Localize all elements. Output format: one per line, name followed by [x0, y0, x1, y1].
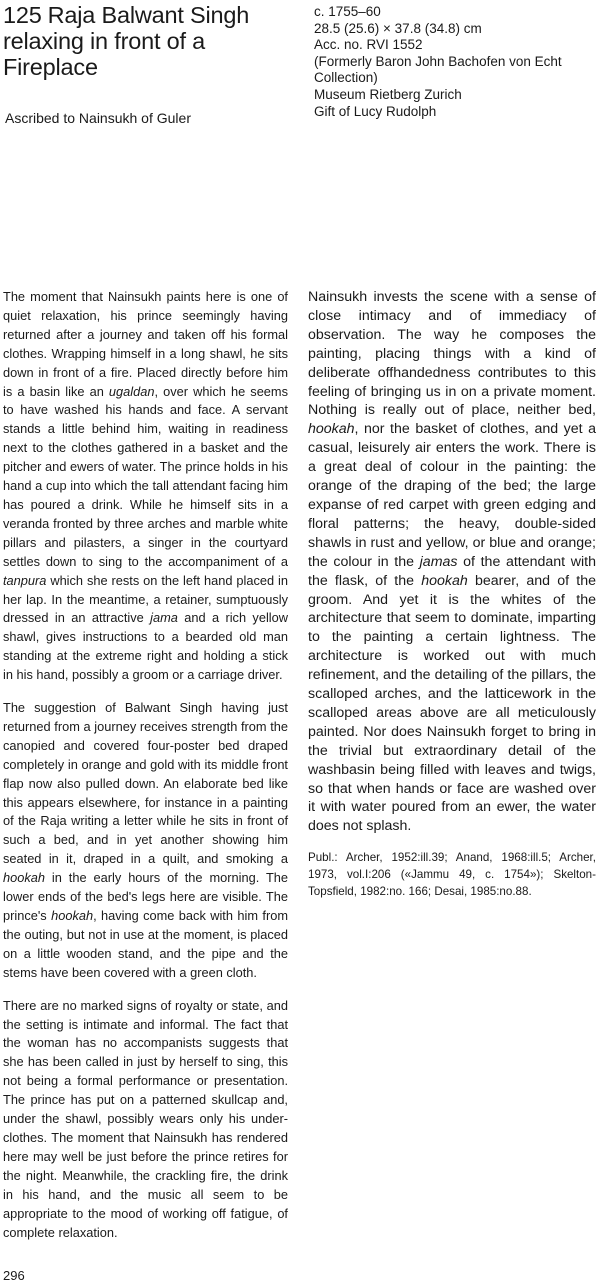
meta-provenance-2: Collection) [314, 70, 378, 86]
page-number: 296 [3, 1268, 25, 1283]
title-line-3: Fireplace [3, 54, 98, 80]
catalogue-metadata [314, 4, 594, 120]
title-line-2: relaxing in front of a [3, 28, 205, 54]
meta-gift: Gift of Lucy Rudolph [314, 103, 437, 119]
paragraph-3: There are no marked signs of royalty or state, and the setting is intimate and informal. The fact that the woman has no accompanists suggests that she has been called in just by herself to sing, this not being a formal performance or presentation. The prince has put on a patterned skullcap and, under the shawl, possibly wears only his under-clothes. The moment that Nainsukh has rendered here may well be just before the prince retires for the night. Meanwhile, the crackling fire, the drink in his hand, and the music all seem to be appropriate to the mood of working off fatigue, of complete relaxation. [3, 997, 288, 1240]
paragraph-4: Nainsukh invests the scene with a sense of close intimacy and of immediacy of observation. The way he composes the painting, placing things with a kind of deliberate offhandedness contributes to this feeling of bringing us in on a private moment. Nothing is really out of place, neither bed, hookah, nor the basket of clothes, and yet a casual, leisurely air enters the work. There is a great deal of colour in the painting: the orange of the draping of the bed; the large expanse of red carpet with green edging and floral patterns; the heavy, double-sided shawls in rust and yellow, or blue and orange; the colour in the jamas of the attendant with the flask, of the hookah bearer, and of the groom. And yet it is the whites of the architecture that seem to dominate, imparting to the painting a certain lightness. The architecture is worked out with much refinement, and the detailing of the pillars, the scalloped arches, and the latticework in the scalloped areas above are all meticulously painted. Nor does Nainsukh forget to bring in the trivial but extraordinary detail of the washbasin being filled with leaves and twigs, so that when hands or face are washed over it with water poured from an ewer, the water does not splash. [308, 289, 596, 835]
paragraph-1: The moment that Nainsukh paints here is one of quiet relaxation, his prince seemingly having returned after a journey and taken off his formal clothes. Wrapping himself in a long shawl, he sits down in front of a fire. Placed directly before him is a basin like an ugaldan, over which he seems to have washed his hands and face. A servant stands a little behind him, waiting in readiness next to the clothes gathered in a basket and the pitcher and ewers of water. The prince holds in his hand a cup into which the tall attendant facing him has poured a drink. While he himself sits in a veranda fronted by three arches and marble white pillars and pilasters, a singer in the courtyard settles down to sing to the accompaniment of a tanpura which she rests on the left hand placed in her lap. In the meantime, a retainer, sumptuously dressed in an attractive jama and a rich yellow shawl, gives instructions to a bearded old man standing at the extreme right and holding a stick in his hand, possibly a groom or a carriage driver. [3, 289, 288, 683]
catalogue-title [3, 2, 273, 80]
title-line-1: 125 Raja Balwant Singh [3, 2, 250, 28]
catalogue-number: 125 [3, 2, 42, 28]
meta-accession: Acc. no. RVI 1552 [314, 37, 423, 53]
paragraph-2: The suggestion of Balwant Singh having just returned from a journey receives strength from the canopied and covered four-poster bed draped completely in orange and gold with its middle front flap now also pulled down. An elaborate bed like this appears elsewhere, for instance in a painting of the Raja writing a letter while he sits in front of such a bed, and in yet another showing him seated in it, draped in a quilt, and smoking a hookah in the early hours of the morning. The lower ends of the bed's legs here are visible. The prince's hookah, having come back with him from the outing, but not in use at the moment, is placed on a little wooden stand, and the pipe and the stems have been covered with a green cloth. [3, 700, 288, 980]
body-column-left [3, 288, 288, 1242]
meta-date: c. 1755–60 [314, 4, 381, 19]
meta-provenance-1: (Formerly Baron John Bachofen von Echt [314, 53, 562, 69]
meta-dimensions: 28.5 (25.6) × 37.8 (34.8) cm [314, 20, 482, 36]
attribution: Ascribed to Nainsukh of Guler [5, 110, 191, 126]
meta-museum: Museum Rietberg Zurich [314, 86, 462, 102]
publication-references: Publ.: Archer, 1952:ill.39; Anand, 1968:ill.5; Archer, 1973, vol.I:206 («Jammu 49, c. 1754»); Skelton-Topsfield, 1982:no. 166; Desai, 1985:no.88. [308, 851, 596, 898]
body-column-right [308, 288, 596, 900]
